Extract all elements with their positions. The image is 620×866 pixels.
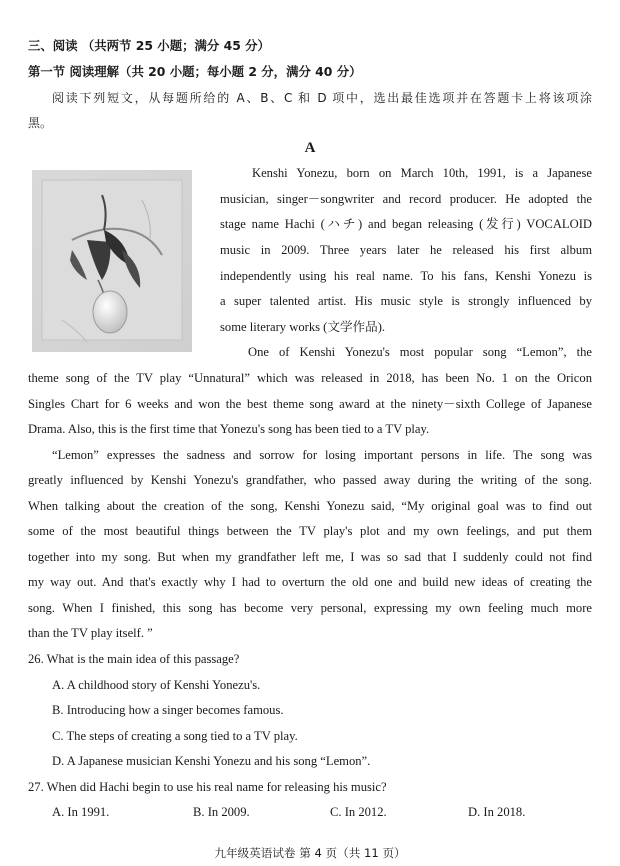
question-26-option-b: B. Introducing how a singer becomes famous. [52,703,284,717]
lemon-album-cover-image [32,170,192,352]
passage-line-12: “Lemon” expresses the sadness and sorrow for losing important persons in life. The song was [52,448,592,462]
passage-line-17: my way out. And that's exactly why I had to overturn the old one and build new ideas of creating the [28,575,592,589]
question-27-option-c: C. In 2012. [330,805,387,819]
question-26-option-c: C. The steps of creating a song tied to a TV play. [52,729,298,743]
passage-line-14: When talking about the creation of the song, Kenshi Yonezu said, “My original goal was to find out [28,499,592,513]
question-27-option-a: A. In 1991. [52,805,110,819]
passage-line-15: some of the most beautiful things between the TV play's plot and my own feelings, and put them [28,524,592,538]
passage-line-19: than the TV play itself. ” [28,626,153,640]
passage-line-9: theme song of the TV play “Unnatural” which was released in 2018, has been No. 1 on the Oricon [28,371,592,385]
passage-line-5: independently using his real name. To his fans, Kenshi Yonezu is [220,269,592,283]
question-27-option-b: B. In 2009. [193,805,250,819]
lemon-illustration [32,170,192,352]
passage-line-16: together into my song. But when my grandfather left me, I was so sad that I suddenly could not find [28,550,592,564]
passage-line-3: stage name Hachi (ハチ) and began releasing (发行) VOCALOID [220,217,592,231]
passage-line-11: Drama. Also, this is the first time that Yonezu's song has been tied to a TV play. [28,422,430,436]
passage-letter: A [304,140,316,156]
section-heading: 三、阅读 （共两节 25 小题；满分 45 分） [28,38,270,53]
passage-line-8: One of Kenshi Yonezu's most popular song “Lemon”, the [248,345,592,359]
instruction-line-2: 黑。 [28,116,53,130]
passage-line-7: some literary works (文学作品). [220,320,386,334]
passage-line-2: musician, singer－songwriter and record producer. He adopted the [220,192,592,206]
question-27-option-d: D. In 2018. [468,805,526,819]
passage-line-6: a super talented artist. His music style is strongly influenced by [220,294,592,308]
passage-line-1: Kenshi Yonezu, born on March 10th, 1991, is a Japanese [252,166,592,180]
question-27-stem: 27. When did Hachi begin to use his real name for releasing his music? [28,780,387,794]
passage-line-18: song. When I finished, this song has become very personal, expressing my own feeling much more [28,601,592,615]
question-26-option-d: D. A Japanese musician Kenshi Yonezu and his song “Lemon”. [52,754,371,768]
section-subheading: 第一节 阅读理解（共 20 小题；每小题 2 分，满分 40 分） [28,64,362,79]
passage-line-10: Singles Chart for 6 weeks and won the best theme song award at the ninety－sixth College of Japanese [28,397,592,411]
passage-line-13: greatly influenced by Kenshi Yonezu's grandfather, who passed away during the writing of the song. [28,473,592,487]
page-footer: 九年级英语试卷 第 4 页（共 11 页） [214,846,406,860]
question-26-stem: 26. What is the main idea of this passage? [28,652,240,666]
question-26-option-a: A. A childhood story of Kenshi Yonezu's. [52,678,261,692]
instruction-line-1: 阅读下列短文，从每题所给的 A、B、C 和 D 项中，选出最佳选项并在答题卡上将该项涂 [52,91,592,105]
passage-line-4: music in 2009. Three years later he released his first album [220,243,592,257]
